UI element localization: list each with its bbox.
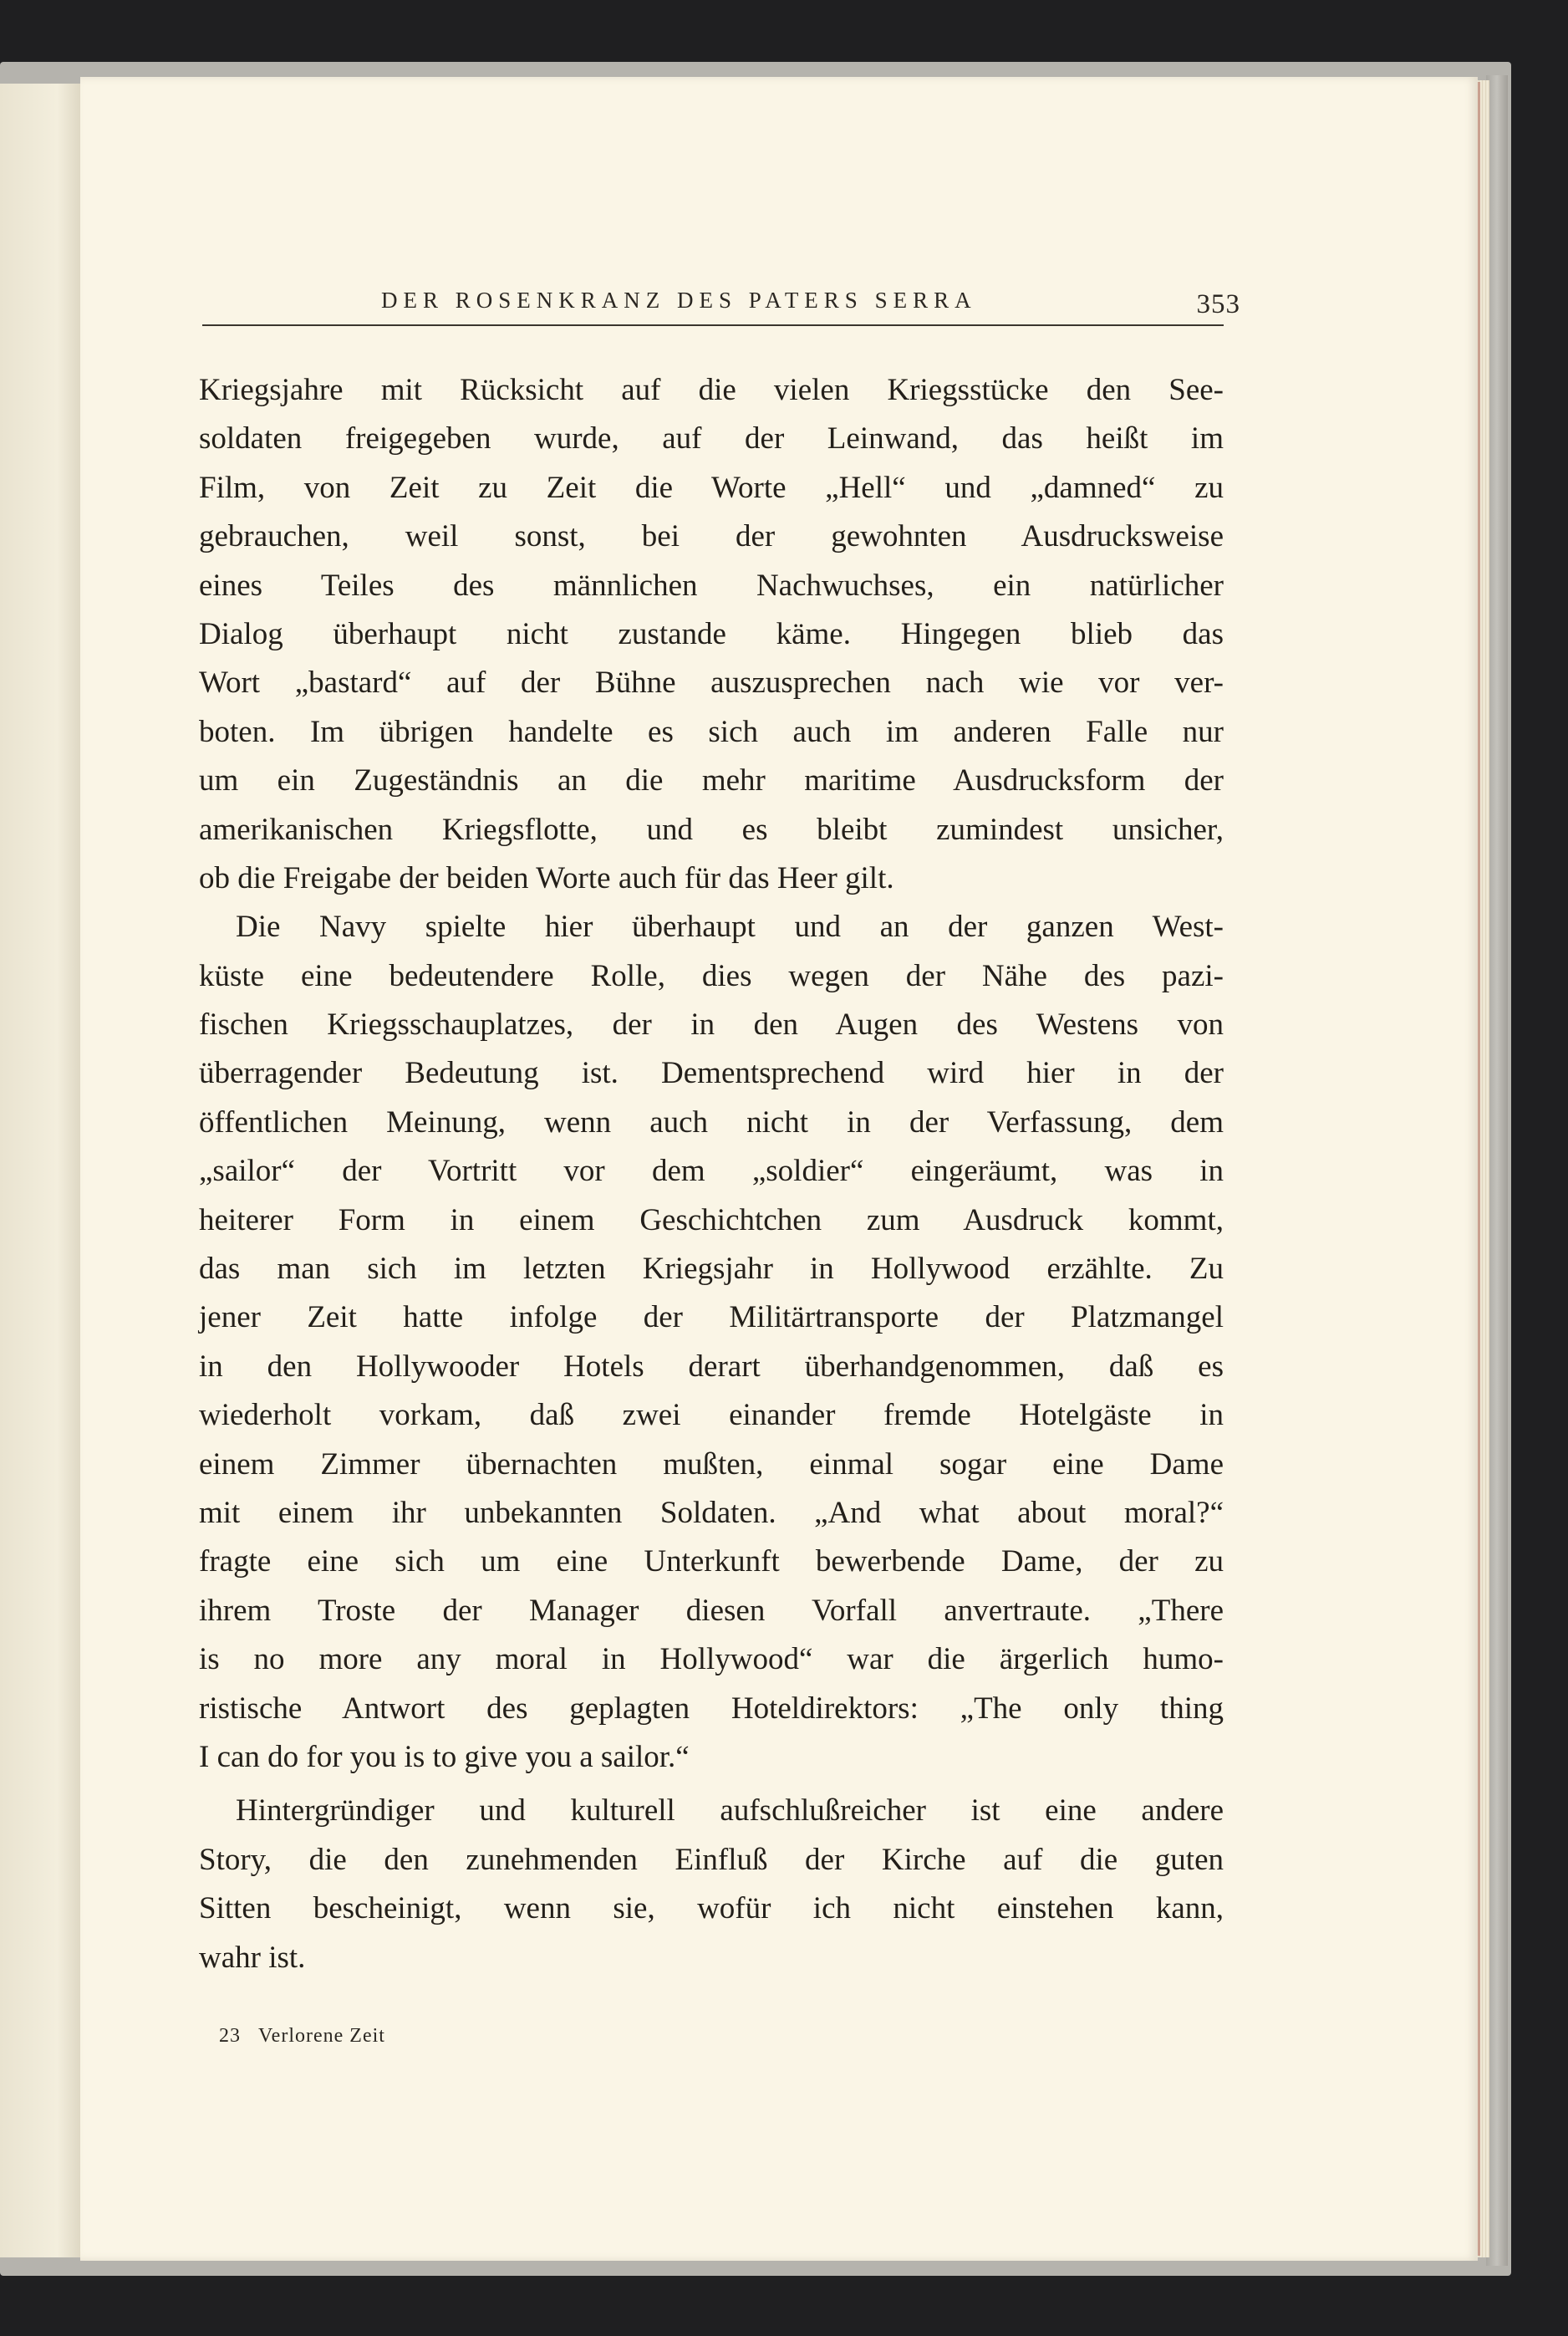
text-line: ristische Antwort des geplagten Hoteldirektors: „The only thing bbox=[199, 1691, 1224, 1726]
text-line: amerikanischen Kriegsflotte, und es bleibt zumindest unsicher, bbox=[199, 812, 1224, 847]
text-line: öffentlichen Meinung, wenn auch nicht in der Verfassung, dem bbox=[199, 1104, 1224, 1140]
text-line: das man sich im letzten Kriegsjahr in Hollywood erzählte. Zu bbox=[199, 1252, 1224, 1287]
text-line: ihrem Troste der Manager diesen Vorfall anvertraute. „There bbox=[199, 1593, 1224, 1628]
text-line: I can do for you is to give you a sailor.“ bbox=[199, 1739, 690, 1774]
text-line: Kriegsjahre mit Rücksicht auf die vielen Kriegsstücke den See- bbox=[199, 373, 1224, 407]
text-line: in den Hollywooder Hotels derart überhandgenommen, daß es bbox=[199, 1349, 1224, 1384]
text-line: ob die Freigabe der beiden Worte auch für das Heer gilt. bbox=[199, 860, 894, 895]
text-line: wiederholt vorkam, daß zwei einander fremde Hotelgäste in bbox=[199, 1398, 1224, 1433]
signature-number: 23 bbox=[219, 2025, 241, 2047]
text-line: Dialog überhaupt nicht zustande käme. Hingegen blieb das bbox=[199, 616, 1224, 651]
text-line: is no more any moral in Hollywood“ war die ärgerlich humo- bbox=[199, 1642, 1224, 1677]
text-line: eines Teiles des männlichen Nachwuchses, ein natürlicher bbox=[199, 568, 1224, 603]
text-line: Die Navy spielte hier überhaupt und an der ganzen West- bbox=[236, 910, 1224, 945]
text-line: Wort „bastard“ auf der Bühne auszusprechen nach wie vor ver- bbox=[199, 666, 1224, 701]
text-line: Film, von Zeit zu Zeit die Worte „Hell“ und „damned“ zu bbox=[199, 470, 1224, 505]
body-text bbox=[199, 366, 1224, 1982]
running-title: DER ROSENKRANZ DES PATERS SERRA bbox=[381, 288, 977, 313]
page-number: 353 bbox=[1196, 289, 1240, 319]
text-line: boten. Im übrigen handelte es sich auch im anderen Falle nur bbox=[199, 714, 1224, 749]
text-line: mit einem ihr unbekannten Soldaten. „And what about moral?“ bbox=[199, 1495, 1224, 1530]
text-line: fragte eine sich um eine Unterkunft bewerbende Dame, der zu bbox=[199, 1544, 1224, 1579]
text-line: wahr ist. bbox=[199, 1940, 306, 1975]
text-line: jener Zeit hatte infolge der Militärtransporte der Platzmangel bbox=[199, 1300, 1224, 1335]
text-line: küste eine bedeutendere Rolle, dies wegen der Nähe des pazi- bbox=[199, 958, 1224, 993]
text-line: überragender Bedeutung ist. Dementsprechend wird hier in der bbox=[199, 1056, 1224, 1091]
text-line: um ein Zugeständnis an die mehr maritime Ausdrucksform der bbox=[199, 763, 1224, 798]
text-line: „sailor“ der Vortritt vor dem „soldier“ eingeräumt, was in bbox=[199, 1154, 1224, 1189]
printer-signature bbox=[219, 2025, 385, 2048]
text-line: Story, die den zunehmenden Einfluß der Kirche auf die guten bbox=[199, 1842, 1224, 1877]
page-edge-tint bbox=[1478, 82, 1480, 2256]
text-line: Hintergründiger und kulturell aufschlußreicher ist eine andere bbox=[236, 1793, 1224, 1829]
text-line: gebrauchen, weil sonst, bei der gewohnten Ausdrucksweise bbox=[199, 519, 1224, 554]
text-line: fischen Kriegsschauplatzes, der in den Augen des Westens von bbox=[199, 1007, 1224, 1043]
text-line: soldaten freigegeben wurde, auf der Leinwand, das heißt im bbox=[199, 421, 1224, 456]
signature-title: Verlorene Zeit bbox=[258, 2025, 385, 2047]
running-head bbox=[202, 283, 1240, 328]
previous-page-edge bbox=[0, 84, 84, 2257]
text-line: Sitten bescheinigt, wenn sie, wofür ich nicht einstehen kann, bbox=[199, 1891, 1224, 1926]
text-line: heiterer Form in einem Geschichtchen zum Ausdruck kommt, bbox=[199, 1202, 1224, 1237]
text-line: einem Zimmer übernachten mußten, einmal sogar eine Dame bbox=[199, 1446, 1224, 1482]
header-rule bbox=[202, 324, 1224, 326]
